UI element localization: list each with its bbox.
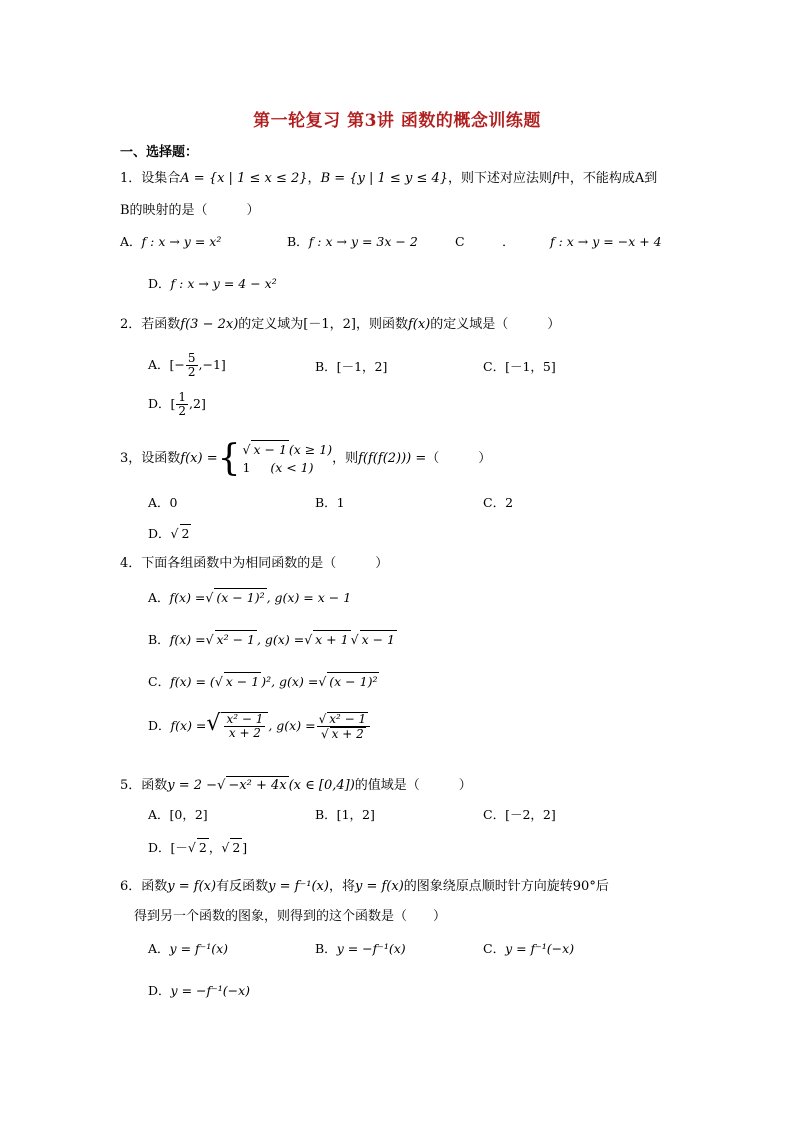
question-6-line-1: 6．函数y = f(x)有反函数y = f⁻¹(x)，将y = f(x)的图象绕原点顺时针方向旋转90°后 — [120, 879, 609, 894]
question-4-option-b: B．f(x) =√ x² − 1 , g(x) =√ x + 1 √ x − 1 — [148, 632, 395, 647]
question-2-option-b: B．[－1，2] — [315, 359, 388, 374]
question-6-option-c: C．y = f⁻¹(−x) — [483, 941, 575, 956]
piecewise-function: { √ x − 1 (x ≥ 1) 1 (x < 1) — [217, 437, 333, 479]
question-6-option-d: D．y = −f⁻¹(−x) — [148, 983, 250, 998]
question-1-option-a: A．f : x → y = x² — [120, 234, 222, 249]
question-2-option-d: D．[ $\frac{1}{2}$ ,2] — [148, 390, 206, 418]
set-b: B = {y | 1 ≤ y ≤ 4} — [320, 171, 449, 186]
question-2-option-c: C．[－1，5] — [483, 359, 556, 374]
section-heading: 一、选择题： — [120, 145, 199, 160]
page-title: 第一轮复习 第3讲 函数的概念训练题 — [253, 111, 541, 131]
question-5-option-c: C．[－2，2] — [483, 807, 556, 822]
question-1-option-d: D．f : x → y = 4 − x² — [148, 276, 277, 291]
question-4-stem: 4．下面各组函数中为相同函数的是（ ） — [120, 556, 389, 571]
question-3-option-a: A．0 — [148, 495, 178, 510]
question-4-option-d: D．f(x) =√ $\frac{\text{x² − 1}}{x + 2}$ , g(x) = $\frac{\text{√ x² − 1}}{√ x + 2}$ — [148, 712, 371, 741]
brace-icon: { — [217, 437, 241, 479]
question-3-option-b: B．1 — [315, 495, 345, 510]
question-3-option-c: C．2 — [483, 495, 514, 510]
question-3-option-d: D．√ 2 — [148, 526, 190, 541]
fraction: $\frac{\text{√ x² − 1}}{√ x + 2}$ — [317, 712, 371, 741]
question-1-line-1: 1．设集合A = {x | 1 ≤ x ≤ 2}，B = {y | 1 ≤ y ≤ 4}，则下述对应法则f中，不能构成A到 — [120, 171, 658, 186]
question-1-option-b: B．f : x → y = 3x − 2 — [287, 234, 418, 249]
question-2-option-a: A．[− $\frac{5}{2}$ ,−1] — [148, 351, 226, 379]
fraction: $\frac{\text{x² − 1}}{x + 2}$ — [226, 712, 264, 740]
question-1-line-2: B的映射的是（ ） — [120, 203, 260, 218]
set-a: A = {x | 1 ≤ x ≤ 2} — [180, 171, 308, 186]
question-5-option-a: A．[0，2] — [148, 807, 208, 822]
question-6-line-2: 得到另一个函数的图象，则得到的这个函数是（ ） — [134, 909, 447, 924]
fraction: $\frac{1}{2}$ — [178, 390, 187, 418]
question-3-stem: 3，设函数f(x) = { √ x − 1 (x ≥ 1) 1 (x < 1) ，则f(f(f(2))) =（ ） — [120, 437, 492, 479]
question-5-option-d: D．[－√ 2 ，√ 2 ] — [148, 840, 248, 855]
question-5-stem: 5．函数y = 2 −√ −x² + 4x (x ∈ [0,4])的值域是（ ） — [120, 778, 472, 793]
question-4-option-a: A．f(x) =√ (x − 1)² , g(x) = x − 1 — [148, 590, 352, 605]
fraction: $\frac{5}{2}$ — [187, 351, 196, 379]
question-1-option-c-label: C ． — [455, 234, 515, 249]
question-2-stem: 2．若函数f(3 − 2x)的定义域为[－1，2]，则函数f(x)的定义域是（ ） — [120, 317, 561, 332]
question-1-option-c: f : x → y = −x + 4 — [550, 234, 662, 249]
question-6-option-a: A．y = f⁻¹(x) — [148, 941, 229, 956]
question-5-option-b: B．[1，2] — [315, 807, 375, 822]
question-4-option-c: C．f(x) = (√ x − 1 )², g(x) =√ (x − 1)² — [148, 674, 378, 689]
question-6-option-b: B．y = −f⁻¹(x) — [315, 941, 406, 956]
